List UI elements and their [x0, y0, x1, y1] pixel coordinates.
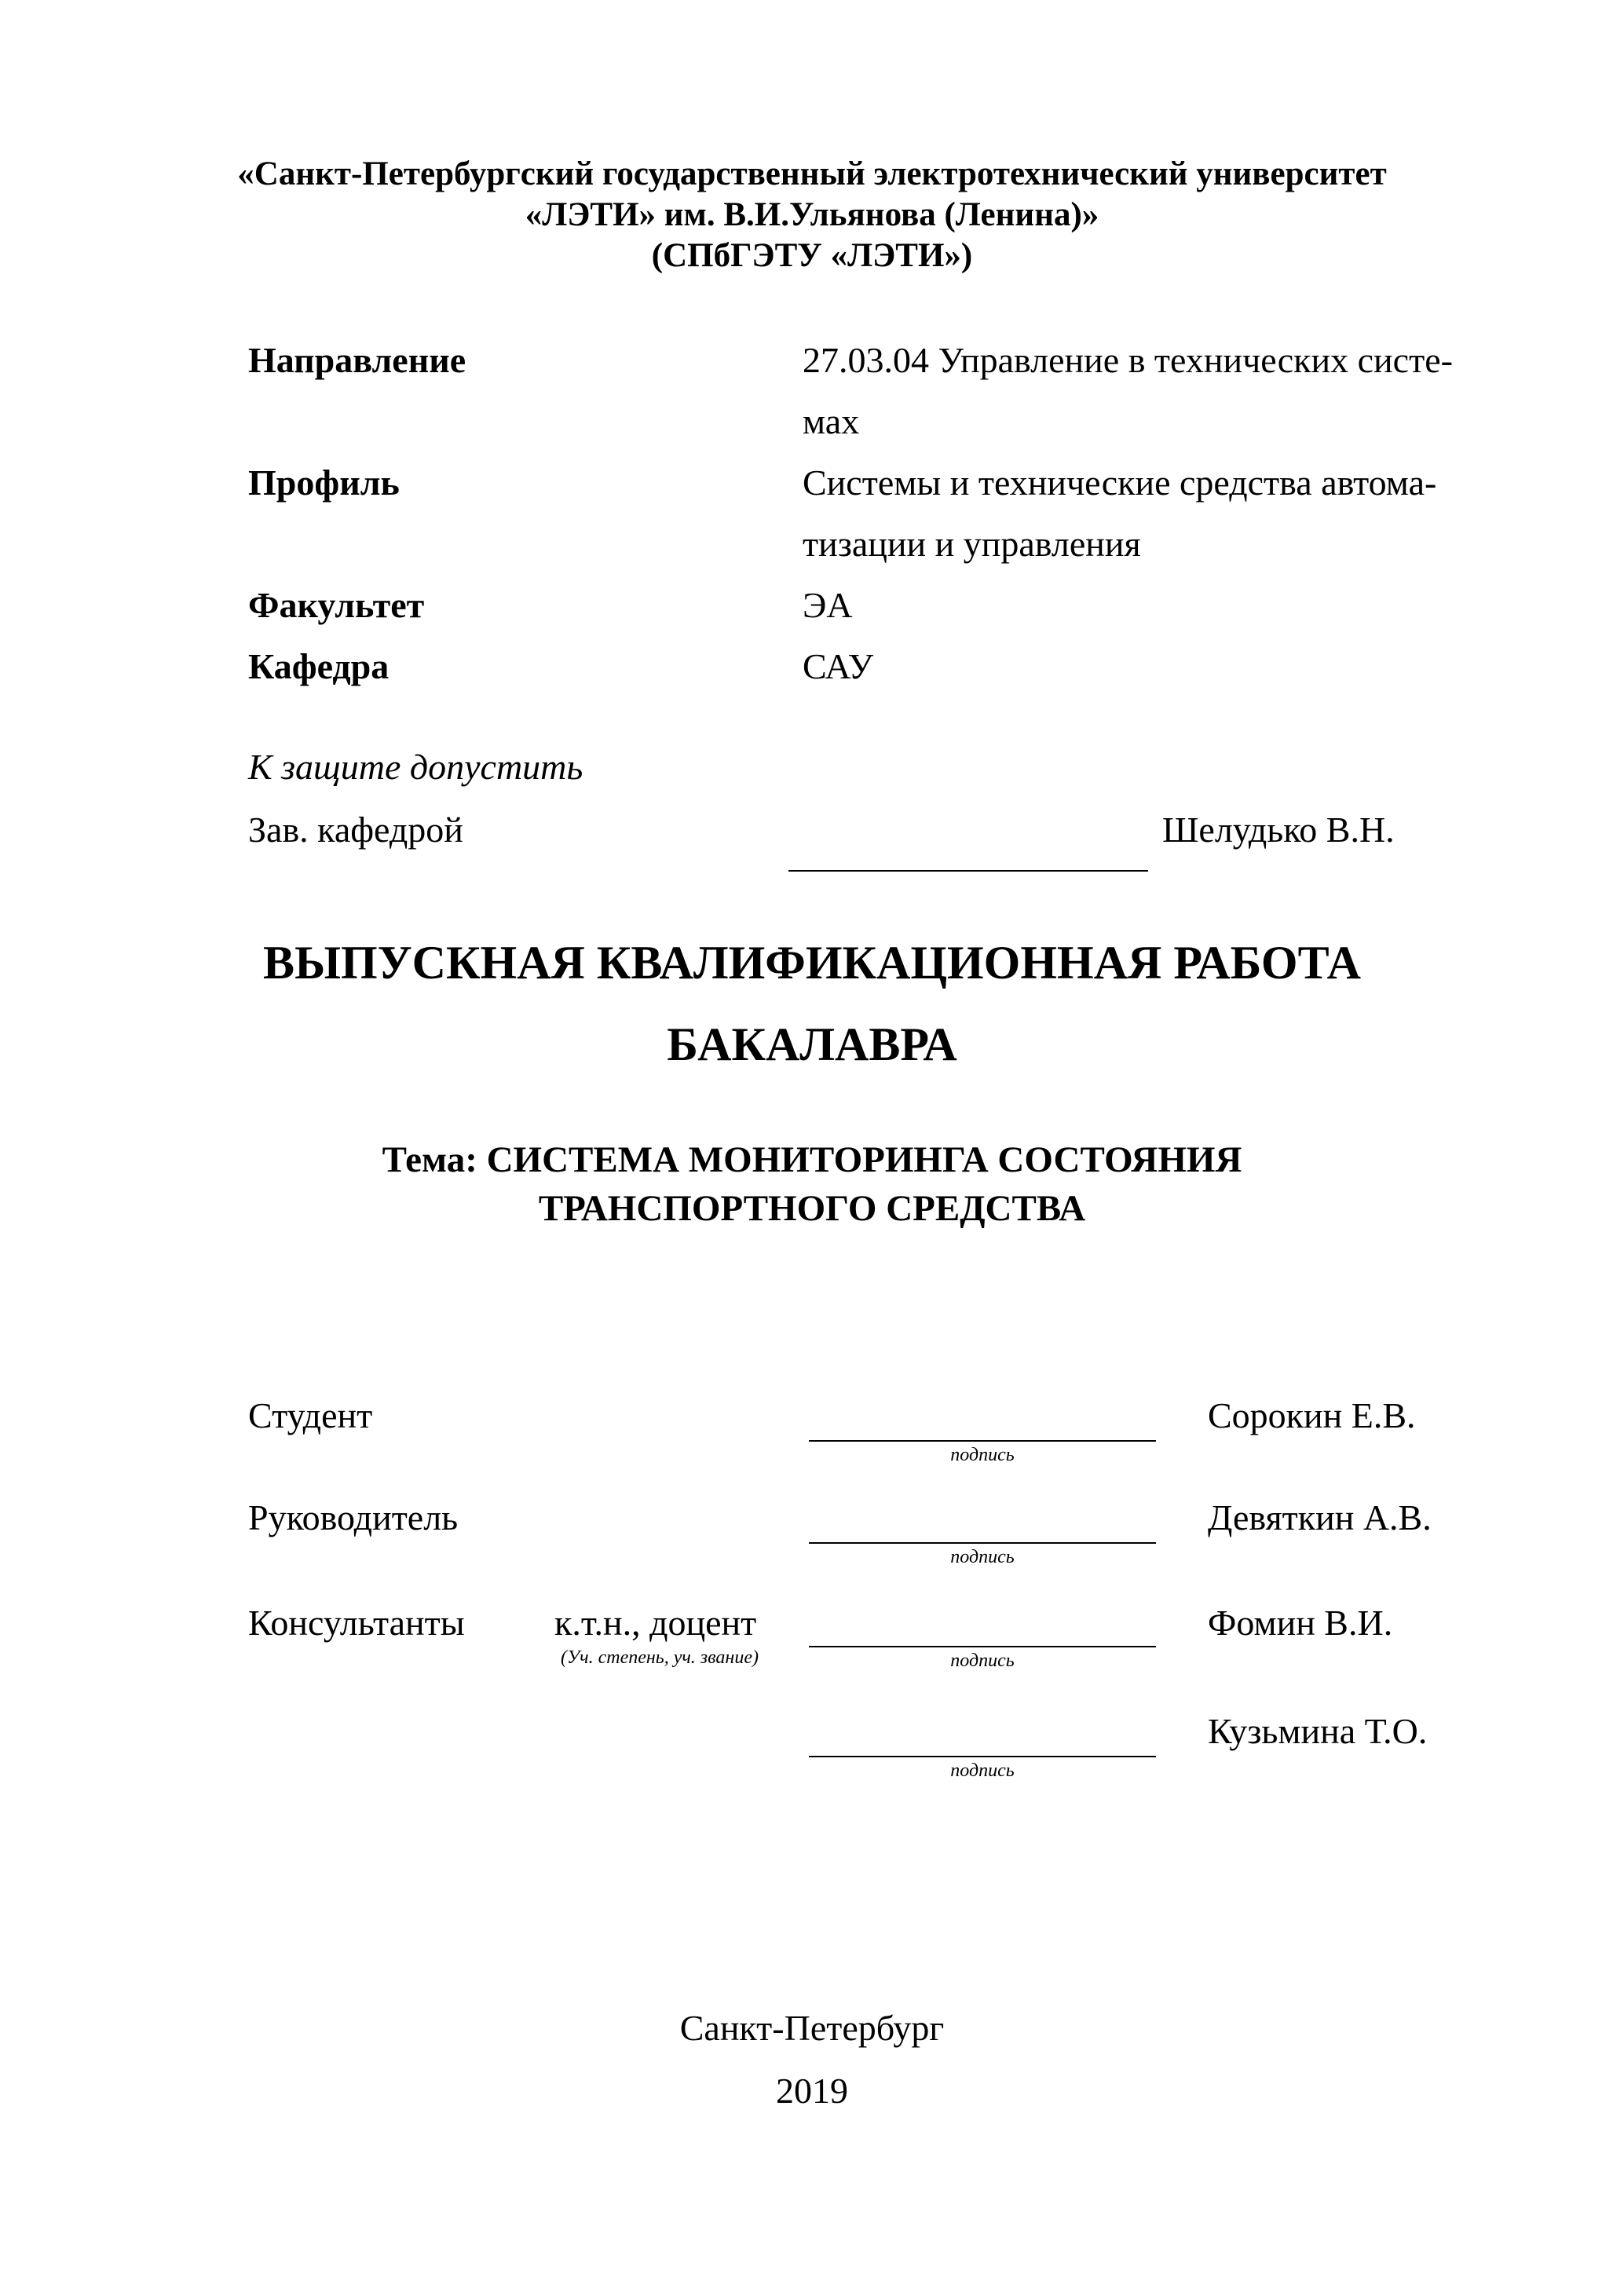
admission-note: К защите допустить — [248, 747, 583, 787]
supervisor-signature-line — [809, 1542, 1156, 1544]
supervisor-name: Девяткин А.В. — [1208, 1497, 1432, 1537]
direction-value-line2: мах — [803, 401, 860, 441]
direction-value-line1: 27.03.04 Управление в технических систе- — [803, 340, 1453, 380]
consultant-degree: к.т.н., доцент — [554, 1603, 757, 1643]
direction-label: Направление — [248, 340, 466, 380]
student-label: Студент — [248, 1395, 373, 1435]
profile-value-line1: Системы и технические средства автома- — [803, 462, 1437, 503]
university-name-line1: «Санкт-Петербургский государственный электротехнический университет — [237, 155, 1387, 192]
consultant2-signature-line — [809, 1756, 1156, 1757]
head-signature-line — [788, 870, 1148, 872]
department-value: САУ — [803, 646, 874, 686]
department-label: Кафедра — [248, 646, 390, 686]
head-of-department-name: Шелудько В.Н. — [1162, 810, 1395, 850]
consultants-label: Консультанты — [248, 1603, 465, 1643]
university-abbrev: (СПбГЭТУ «ЛЭТИ») — [651, 237, 973, 274]
consultant2-signature-caption: подпись — [950, 1760, 1015, 1781]
profile-label: Профиль — [248, 462, 400, 503]
student-signature-line — [809, 1440, 1156, 1442]
city: Санкт-Петербург — [679, 2008, 945, 2048]
degree-caption: (Уч. степень, уч. звание) — [561, 1647, 759, 1668]
profile-value-line2: тизации и управления — [803, 524, 1141, 564]
university-name-line2: «ЛЭТИ» им. В.И.Ульянова (Ленина)» — [525, 196, 1099, 233]
head-of-department-label: Зав. кафедрой — [248, 810, 463, 850]
work-title-line2: БАКАЛАВРА — [667, 1018, 957, 1070]
theme-line2: ТРАНСПОРТНОГО СРЕДСТВА — [538, 1188, 1086, 1229]
consultant1-name: Фомин В.И. — [1208, 1603, 1393, 1643]
consultant1-signature-caption: подпись — [950, 1651, 1015, 1671]
supervisor-label: Руководитель — [248, 1497, 459, 1537]
faculty-label: Факультет — [248, 585, 425, 625]
student-name: Сорокин Е.В. — [1208, 1395, 1416, 1435]
work-title-line1: ВЫПУСКНАЯ КВАЛИФИКАЦИОННАЯ РАБОТА — [263, 937, 1361, 989]
theme-line1: Тема: СИСТЕМА МОНИТОРИНГА СОСТОЯНИЯ — [382, 1139, 1242, 1180]
supervisor-signature-caption: подпись — [950, 1547, 1015, 1567]
student-signature-caption: подпись — [950, 1445, 1015, 1465]
faculty-value: ЭА — [803, 585, 853, 625]
year: 2019 — [776, 2071, 848, 2111]
consultant1-signature-line — [809, 1646, 1156, 1647]
consultant2-name: Кузьмина Т.О. — [1208, 1711, 1428, 1751]
